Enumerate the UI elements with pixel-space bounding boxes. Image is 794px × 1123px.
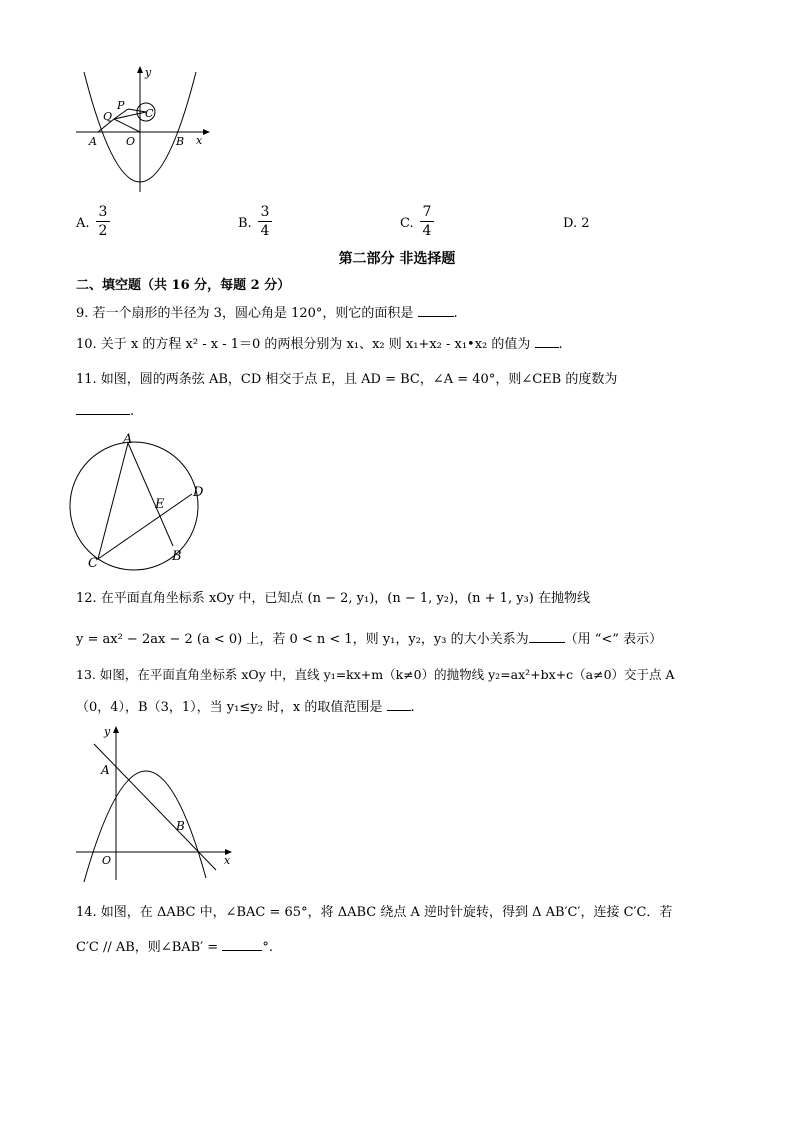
label-a: A — [101, 763, 110, 777]
question-11-text: 11. 如图，圆的两条弦 AB，CD 相交于点 E，且 AD = BC，∠A = 40°，则∠CEB 的度数为 — [76, 372, 618, 387]
option-a-fraction — [94, 204, 112, 239]
option-b-denominator: 4 — [260, 223, 270, 239]
y-axis-label: y — [145, 66, 152, 79]
section-heading: 二、填空题（共 16 分，每题 2 分） — [76, 278, 291, 293]
q11-figure — [64, 428, 214, 573]
question-14-answer-blank[interactable] — [222, 950, 262, 951]
option-c-letter: C. — [400, 216, 414, 231]
label-c: C — [88, 556, 98, 571]
label-c: C — [145, 107, 154, 120]
option-a-letter: A. — [76, 216, 90, 231]
label-q: Q — [103, 110, 113, 123]
question-12-line2-text: y = ax² − 2ax − 2 (a < 0) 上，若 0 < n < 1，则 y₁，y₂，y₃ 的大小关系为 — [76, 632, 529, 647]
question-9 — [76, 302, 458, 321]
label-b: B — [176, 819, 185, 833]
y-axis-label: y — [104, 725, 111, 738]
option-d: D. 2 — [563, 216, 590, 231]
option-c-denominator: 4 — [422, 223, 432, 239]
chord-ab — [128, 443, 173, 546]
label-a: A — [89, 135, 97, 148]
question-12-line1: 12. 在平面直角坐标系 xOy 中，已知点 (n − 2, y₁)，(n − 1, y₂)，(n + 1, y₃) 在抛物线 — [76, 591, 590, 606]
question-13-line1: 13. 如图，在平面直角坐标系 xOy 中，直线 y₁=kx+m（k≠0）的抛物线 y₂=ax²+bx+c（a≠0）交于点 A — [76, 667, 675, 682]
question-9-end: . — [453, 306, 458, 321]
option-b-numerator: 3 — [260, 204, 270, 220]
question-13-line2-end: . — [410, 700, 415, 715]
question-12-line2 — [76, 628, 662, 647]
label-o: O — [102, 854, 112, 867]
question-11 — [76, 368, 617, 387]
question-14-line1: 14. 如图，在 ΔABC 中，∠BAC = 65°，将 ΔABC 绕点 A 逆时针旋转，得到 Δ AB′C′，连接 C′C．若 — [76, 905, 673, 920]
question-10 — [76, 333, 563, 352]
part2-title: 第二部分 非选择题 — [338, 251, 456, 267]
x-axis-arrow — [203, 129, 210, 135]
y-axis-arrow — [113, 726, 119, 733]
question-12-answer-blank[interactable] — [529, 642, 565, 643]
q8-figure — [68, 62, 218, 197]
option-c-fraction — [418, 204, 436, 239]
question-13-answer-blank[interactable] — [387, 710, 411, 711]
question-9-answer-blank[interactable] — [418, 316, 454, 317]
x-axis-label: x — [196, 134, 203, 147]
question-11-end: . — [130, 404, 135, 419]
question-11-blank-line — [76, 404, 134, 419]
question-14-line2 — [76, 936, 273, 955]
label-b: B — [176, 135, 185, 148]
segment-q-o — [114, 119, 140, 132]
option-b-fraction — [256, 204, 274, 239]
label-p: P — [117, 99, 125, 112]
question-14-line2-end: °. — [262, 940, 273, 955]
x-axis-label: x — [224, 854, 231, 867]
label-e: E — [155, 497, 165, 512]
option-c-numerator: 7 — [422, 204, 432, 220]
q13-figure — [70, 722, 240, 884]
option-b-letter: B. — [238, 216, 252, 231]
question-13-line2 — [76, 696, 415, 715]
label-o: O — [126, 135, 136, 148]
label-a: A — [123, 432, 133, 447]
question-10-end: . — [558, 337, 563, 352]
option-a-denominator: 2 — [98, 223, 108, 239]
label-d: D — [193, 485, 204, 500]
question-13-line2-text: （0，4），B（3，1），当 y₁≤y₂ 时，x 的取值范围是 — [76, 700, 383, 715]
question-14-line2-text: C′C // AB，则∠BAB′ = — [76, 940, 219, 955]
option-a-numerator: 3 — [98, 204, 108, 220]
question-11-answer-blank[interactable] — [76, 414, 130, 415]
y-axis-arrow — [137, 66, 143, 73]
question-10-answer-blank[interactable] — [535, 347, 559, 348]
label-b: B — [172, 549, 182, 564]
question-12-line2-end: （用 “<” 表示） — [564, 632, 663, 647]
question-10-text: 10. 关于 x 的方程 x² - x - 1＝0 的两根分别为 x₁、x₂ 则 x₁+x₂ - x₁•x₂ 的值为 — [76, 337, 531, 352]
question-9-text: 9. 若一个扇形的半径为 3，圆心角是 120°，则它的面积是 — [76, 306, 414, 321]
